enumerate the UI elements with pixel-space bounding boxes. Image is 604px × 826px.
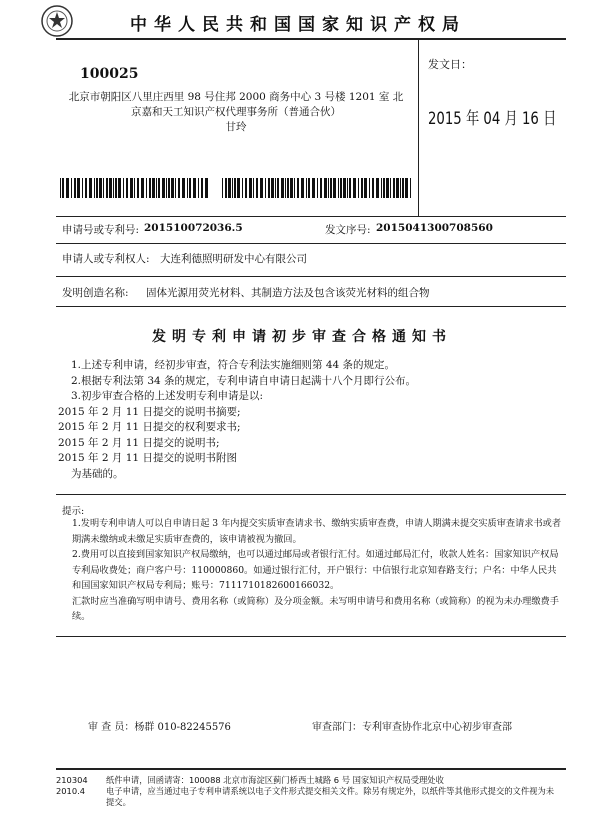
national-emblem-icon [40, 4, 74, 38]
barcode-bar [175, 178, 176, 198]
barcode-bar [96, 178, 98, 198]
barcode-bar [338, 178, 339, 198]
tips-body [62, 516, 562, 625]
barcode-bar [265, 178, 266, 198]
barcode-left [60, 178, 208, 198]
barcode-bar [245, 178, 247, 198]
barcode-bar [410, 178, 411, 198]
notice-body [58, 358, 518, 482]
barcode-bar [383, 178, 385, 198]
barcode-bar [396, 178, 399, 198]
barcode-bar [281, 178, 284, 198]
barcode-bar [290, 178, 293, 198]
barcode-bar [324, 178, 327, 198]
footer-electronic-note: 电子申请，应当通过电子专利申请系统以电子文件形式提交相关文件。除另有规定外，以纸件等其他形式提交的文件视为未提交。 [106, 786, 555, 807]
barcode-bar [301, 178, 304, 198]
barcode-bar [294, 178, 295, 198]
applicant-value: 大连利德照明研发中心有限公司 [160, 253, 307, 265]
form-version: 2010.4 [56, 786, 86, 796]
barcode-bar [182, 178, 185, 198]
barcode-bar [386, 178, 389, 198]
barcode-bar [123, 178, 124, 198]
barcode-bar [228, 178, 231, 198]
barcode-bar [109, 178, 112, 198]
barcode-bar [400, 178, 401, 198]
barcode-bar [106, 178, 108, 198]
barcode-bar [156, 178, 157, 198]
barcode-bar [275, 178, 276, 198]
dispatch-date-label: 发文日： [428, 58, 472, 71]
barcode-bar [242, 178, 243, 198]
serial-value: 2015041300708560 [376, 222, 493, 234]
barcode-bar [353, 178, 356, 198]
examiner-info: 审 查 员：杨群 010-82245576 [88, 722, 231, 733]
office-title: 中华人民共和国国家知识产权局 [130, 15, 466, 35]
top-rule [56, 38, 566, 40]
barcode-bar [62, 178, 64, 198]
notice-title: 发明专利申请初步审查合格通知书 [152, 329, 452, 345]
rule-2 [56, 243, 566, 244]
barcode-bar [193, 178, 196, 198]
barcode-bar [66, 178, 69, 198]
invention-value: 固体光源用荧光材料、其制造方法及包含该荧光材料的组合物 [146, 287, 430, 299]
barcode-bar [347, 178, 348, 198]
footer [56, 775, 566, 808]
invention-label: 发明创造名称: [62, 287, 129, 299]
barcode-bar [405, 178, 408, 198]
recipient-address [56, 90, 416, 135]
barcode-bar [89, 178, 92, 198]
applicant-label: 申请人或专利权人: [62, 253, 150, 265]
address-line-2: 京嘉和天工知识产权代理事务所（普通合伙） [131, 106, 341, 118]
barcode-bar [189, 178, 191, 198]
barcode-bar [130, 178, 133, 198]
rule-5 [56, 494, 566, 495]
barcode-bar [137, 178, 139, 198]
barcode-bar [372, 178, 374, 198]
barcode-bar [82, 178, 83, 198]
barcode-bar [306, 178, 307, 198]
barcode-bar [249, 178, 252, 198]
barcode-bar [369, 178, 370, 198]
barcode-bar [333, 178, 336, 198]
tips-heading: 提示: [62, 506, 85, 517]
tip-3: 汇款时应当准确写明申请号、费用名称（或简称）及分项金额。未写明申请号和费用名称（或简称）的视为未办理缴费手续。 [72, 595, 559, 622]
rule-1 [56, 216, 566, 217]
barcode-bar [166, 178, 167, 198]
barcode-right [222, 178, 412, 198]
barcode-bar [253, 178, 254, 198]
barcode-bar [402, 178, 404, 198]
barcode-bar [256, 178, 258, 198]
barcode-bar [77, 178, 80, 198]
barcode-bar [146, 178, 147, 198]
tip-1: 1.发明专利申请人可以自申请日起 3 年内提交实质审查请求书、缴纳实质审查费，申请人期满未提交实质审查请求书或者期满未缴纳或未缴足实质审查费的，该申请被视为撤回。 [72, 518, 562, 545]
barcode-bar [234, 178, 236, 198]
dispatch-date: 2015 年 04 月 16 日 [428, 109, 557, 129]
barcode-bar [171, 178, 174, 198]
barcode-bar [198, 178, 199, 198]
barcode-bar [205, 178, 208, 198]
barcode-bar [168, 178, 170, 198]
barcode-bar [99, 178, 102, 198]
barcode-bar [287, 178, 289, 198]
department-info: 审查部门：专利审查协作北京中心初步审查部 [312, 722, 512, 733]
notice-basis: 为基础的。 [71, 467, 124, 480]
barcode-bar [340, 178, 342, 198]
barcode-bar [71, 178, 72, 198]
barcode-bar [162, 178, 165, 198]
barcode-bar [103, 178, 104, 198]
barcode-bar [113, 178, 114, 198]
barcode-bar [232, 178, 233, 198]
barcode-bar [201, 178, 203, 198]
doc-item-4: 2015 年 2 月 11 日提交的说明书附图 [58, 452, 237, 464]
barcode-bar [74, 178, 76, 198]
app-no-value: 201510072036.5 [144, 222, 243, 234]
notice-item-3: 3.初步审查合格的上述发明专利申请是以: [71, 390, 264, 402]
barcode-bar [317, 178, 318, 198]
rule-4 [56, 306, 566, 307]
barcode-bar [361, 178, 363, 198]
barcode-bar [134, 178, 135, 198]
postcode: 100025 [80, 66, 139, 82]
app-no-label: 申请号或专利号: [62, 224, 140, 236]
form-code: 210304 [56, 775, 88, 785]
tip-2: 2.费用可以直接到国家知识产权局缴纳，也可以通过邮局或者银行汇付。如通过邮局汇付，收款人姓名：国家知识产权局专利局收费处；商户客户号：110000860。如通过银行汇付，开户银行：中信银行北京知春路支行；户名：中华人民共和国国家知识产权局专利局；账号：7111710182600166032。 [72, 549, 559, 591]
rule-3 [56, 276, 566, 277]
barcode-bar [225, 178, 227, 198]
barcode-bar [320, 178, 322, 198]
barcode-bar [60, 178, 61, 198]
notice-item-2: 2.根据专利法第 34 条的规定，专利申请自申请日起满十八个月即行公布。 [71, 374, 417, 387]
doc-item-1: 2015 年 2 月 11 日提交的说明书摘要; [58, 405, 241, 418]
barcode-bar [349, 178, 351, 198]
barcode-bar [222, 178, 223, 198]
barcode-bar [376, 178, 379, 198]
barcode-bar [308, 178, 310, 198]
barcode-bar [115, 178, 117, 198]
barcode-bar [141, 178, 144, 198]
doc-item-3: 2015 年 2 月 11 日提交的说明书; [58, 436, 220, 449]
barcode-bar [118, 178, 121, 198]
barcode-bar [285, 178, 286, 198]
barcode-bar [149, 178, 151, 198]
barcode-bar [358, 178, 359, 198]
barcode-bar [271, 178, 274, 198]
barcode-bar [158, 178, 160, 198]
barcode-bar [364, 178, 367, 198]
rule-6 [56, 636, 566, 637]
barcode-bar [94, 178, 95, 198]
footer-paper-note: 纸件申请，回函请寄：100088 北京市海淀区蓟门桥西土城路 6 号 国家知识产权局受理处收 [106, 775, 444, 785]
barcode-bar [268, 178, 270, 198]
barcode-bar [343, 178, 346, 198]
header-divider [418, 38, 419, 216]
barcode-bar [312, 178, 315, 198]
serial-label: 发文序号: [325, 224, 371, 236]
barcode-bar [260, 178, 263, 198]
barcode-bar [297, 178, 299, 198]
barcode-bar [277, 178, 279, 198]
notice-item-1: 1.上述专利申请，经初步审查，符合专利法实施细则第 44 条的规定。 [71, 359, 396, 371]
contact-name: 甘玲 [225, 121, 247, 133]
barcode-bar [178, 178, 180, 198]
barcode-bar [85, 178, 87, 198]
barcode-bar [328, 178, 329, 198]
footer-rule [56, 768, 566, 770]
address-line-1: 北京市朝阳区八里庄西里 98 号住邦 2000 商务中心 3 号楼 1201 室 北 [68, 91, 404, 103]
doc-item-2: 2015 年 2 月 11 日提交的权利要求书; [58, 421, 241, 433]
barcode-bar [330, 178, 332, 198]
barcode-bar [126, 178, 128, 198]
barcode-bar [393, 178, 395, 198]
barcode-bar [237, 178, 240, 198]
barcode-bar [187, 178, 188, 198]
barcode-bar [381, 178, 382, 198]
barcode-bar [390, 178, 391, 198]
barcode-bar [152, 178, 155, 198]
